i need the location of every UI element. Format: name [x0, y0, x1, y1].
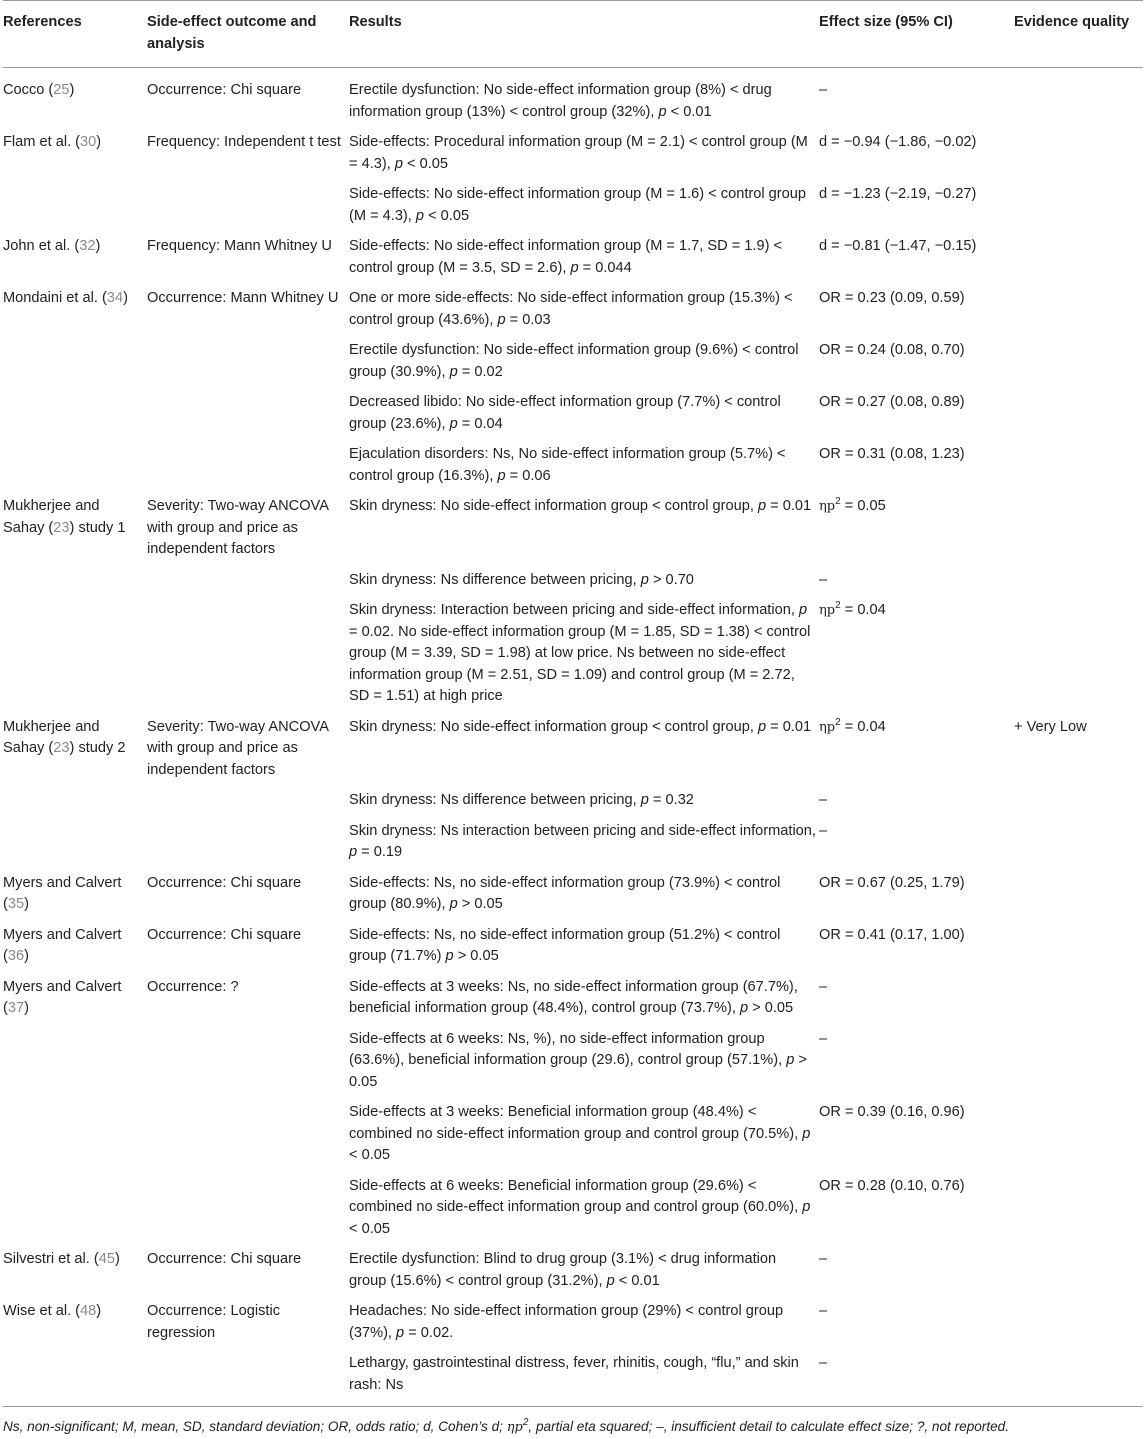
header-outcome: Side-effect outcome and analysis [147, 14, 317, 52]
result-value: = 0.02 [457, 363, 503, 380]
eta-symbol: ηp [819, 603, 836, 618]
reference-number: 48 [80, 1303, 97, 1319]
result-value: = 0.03 [505, 311, 551, 328]
cell-reference [3, 596, 147, 713]
cell-outcome [147, 180, 349, 232]
cell-reference [3, 869, 147, 921]
cell-evidence-quality [1014, 336, 1143, 388]
cell-result [349, 973, 819, 1025]
reference-tail: ) [96, 1303, 102, 1319]
cell-result [349, 566, 819, 597]
result-value: = 0.01 [766, 498, 812, 514]
cell-evidence-quality [1014, 232, 1143, 284]
reference-name: Wise et al. ( [3, 1303, 81, 1319]
cell-outcome: Severity: Two-way ANCOVA with group and price as independent factors [147, 718, 329, 778]
cell-reference [3, 388, 147, 440]
cell-effect-size [819, 713, 1014, 787]
cell-evidence-quality [1014, 388, 1143, 440]
cell-result [349, 713, 819, 787]
p-symbol: p [570, 259, 579, 276]
cell-evidence-quality [1014, 973, 1143, 1025]
table-row [3, 817, 1143, 869]
cell-result [349, 492, 819, 566]
result-text: Skin dryness: Interaction between pricing and side-effect information, [349, 602, 799, 618]
result-value: > 0.05 [349, 1052, 807, 1090]
cell-outcome: Occurrence: Chi square [147, 1251, 302, 1267]
result-value: < 0.01 [666, 103, 712, 120]
result-text: One or more side-effects: No side-effect information group (15.3%) < control group (43.6%), [349, 290, 793, 328]
cell-evidence-quality [1014, 1245, 1143, 1297]
cell-reference [3, 1025, 147, 1099]
table-row [3, 1349, 1143, 1407]
p-symbol: p [497, 467, 506, 484]
result-value: < 0.05 [402, 155, 449, 172]
cell-evidence-quality [1014, 817, 1143, 869]
cell-effect-size: – [819, 1355, 828, 1371]
cell-result [349, 180, 819, 232]
result-text: Erectile dysfunction: Blind to drug group (3.1%) < drug information group (15.6%) < control group (31.2%), [349, 1251, 777, 1289]
result-text: Lethargy, gastrointestinal distress, fever, rhinitis, cough, “flu,” and skin rash: Ns [349, 1355, 799, 1393]
cell-outcome [147, 388, 349, 440]
table-row [3, 921, 1143, 973]
reference-number: 34 [106, 290, 124, 306]
p-symbol: p [757, 718, 767, 735]
p-symbol: p [449, 896, 458, 912]
footnote-post: , partial eta squared; –, insufficient detail to calculate effect size; ?, not reported. [528, 1419, 1010, 1434]
result-text: Ejaculation disorders: Ns, No side-effect information group (5.7%) < control group (16.3%), [349, 446, 786, 484]
table-row [3, 713, 1143, 787]
cell-effect-size: d = −0.81 (−1.47, −0.15) [819, 238, 977, 254]
p-symbol: p [606, 1272, 615, 1289]
table-row [3, 388, 1143, 440]
cell-effect-size: d = −1.23 (−2.19, −0.27) [819, 186, 977, 202]
p-symbol: p [786, 1052, 795, 1068]
reference-name: Flam et al. ( [3, 134, 81, 150]
cell-effect-size: OR = 0.24 (0.08, 0.70) [819, 342, 965, 358]
reference-number: 23 [53, 519, 70, 536]
reference-tail: ) study 2 [69, 740, 126, 756]
cell-result [349, 284, 819, 336]
cell-outcome: Occurrence: Chi square [147, 82, 302, 98]
p-symbol: p [757, 498, 767, 514]
table-row [3, 869, 1143, 921]
cell-reference [3, 786, 147, 817]
result-value: > 0.05 [453, 948, 499, 964]
result-text: Side-effects: Ns, no side-effect information group (73.9%) < control group (80.9%), [349, 874, 781, 912]
result-value: = 0.19 [357, 844, 403, 860]
cell-effect-size: – [819, 792, 828, 808]
header-results: Results [349, 14, 402, 30]
cell-effect-size: OR = 0.23 (0.09, 0.59) [819, 290, 965, 306]
cell-outcome [147, 566, 349, 597]
p-symbol: p [394, 155, 403, 172]
cell-result [349, 128, 819, 180]
reference-number: 30 [80, 134, 97, 150]
result-text: Side-effects at 6 weeks: Ns, %), no side-effect information group (63.6%), beneficial information group (29.6), control group (57.1%), [349, 1030, 787, 1068]
cell-reference [3, 1297, 147, 1349]
cell-result [349, 1297, 819, 1349]
cell-reference [3, 128, 147, 180]
footnote-sup: 2 [522, 1417, 529, 1428]
reference-name: Mukherjee and Sahay ( [3, 498, 100, 536]
result-value: > 0.05 [457, 896, 503, 912]
cell-outcome [147, 1025, 349, 1099]
table-row [3, 232, 1143, 284]
header-row [3, 1, 1143, 68]
cell-evidence-quality [1014, 921, 1143, 973]
header-effect-size: Effect size (95% CI) [819, 14, 953, 30]
cell-reference [3, 68, 147, 129]
cell-outcome: Occurrence: Chi square [147, 926, 302, 943]
cell-effect-size: OR = 0.31 (0.08, 1.23) [819, 446, 965, 462]
result-text: Skin dryness: No side-effect information group < control group, [349, 718, 758, 735]
p-symbol: p [449, 363, 458, 380]
cell-effect-size: – [819, 1030, 828, 1047]
cell-reference [3, 284, 147, 336]
result-text: Side-effects: No side-effect information group (M = 1.7, SD = 1.9) < control group (M = 3.5, SD = 2.6), [349, 238, 783, 276]
result-text: Skin dryness: Ns difference between pricing, [349, 571, 641, 588]
cell-evidence-quality [1014, 1098, 1143, 1172]
footnote-eta: ηp [506, 1420, 523, 1435]
cell-result [349, 1349, 819, 1407]
reference-number: 25 [53, 82, 70, 98]
effect-value: = 0.04 [840, 718, 886, 735]
result-text: Side-effects: Procedural information group (M = 2.1) < control group (M = 4.3), [349, 134, 808, 172]
header-evidence-quality: Evidence quality [1014, 14, 1130, 30]
cell-outcome [147, 1172, 349, 1246]
table-row [3, 566, 1143, 597]
eta-superscript: 2 [835, 716, 841, 728]
result-text: Erectile dysfunction: No side-effect information group (8%) < drug information group (13%) < control group (32%), [349, 82, 772, 120]
result-value: = 0.06 [505, 467, 551, 484]
result-text: Skin dryness: No side-effect information group < control group, [349, 498, 758, 514]
cell-outcome: Frequency: Independent t test [147, 134, 341, 150]
evidence-table [3, 0, 1143, 1407]
result-value: > 0.05 [748, 1000, 794, 1016]
eta-superscript: 2 [835, 600, 841, 611]
reference-name: Mukherjee and Sahay ( [3, 718, 100, 756]
p-symbol: p [640, 571, 649, 588]
cell-outcome [147, 336, 349, 388]
table-footnote [3, 1407, 1142, 1439]
cell-effect-size: OR = 0.67 (0.25, 1.79) [819, 874, 965, 891]
result-text: Side-effects: Ns, no side-effect information group (51.2%) < control group (71.7%) [349, 926, 781, 964]
p-symbol: p [802, 1125, 811, 1142]
reference-tail: ) study 1 [69, 519, 126, 536]
cell-result [349, 786, 819, 817]
cell-result [349, 1172, 819, 1246]
table-row [3, 1245, 1143, 1297]
reference-tail: ) [24, 948, 29, 964]
cell-result [349, 1098, 819, 1172]
result-text: Side-effects at 3 weeks: Ns, no side-effect information group (67.7%), beneficial information group (48.4%), control group (73.7%), [349, 978, 798, 1016]
table-row [3, 1098, 1143, 1172]
cell-outcome: Severity: Two-way ANCOVA with group and price as independent factors [147, 498, 329, 557]
table-row [3, 68, 1143, 129]
p-symbol: p [415, 207, 425, 224]
result-text: Erectile dysfunction: No side-effect information group (9.6%) < control group (30.9%), [349, 342, 799, 380]
cell-outcome: Occurrence: Logistic regression [147, 1303, 281, 1341]
result-value: = 0.01 [766, 718, 812, 735]
cell-outcome [147, 1098, 349, 1172]
cell-evidence-quality: + Very Low [1014, 718, 1087, 735]
cell-evidence-quality [1014, 128, 1143, 180]
cell-result [349, 1025, 819, 1099]
reference-tail: ) [96, 134, 102, 150]
p-symbol: p [658, 103, 667, 120]
cell-evidence-quality [1014, 284, 1143, 336]
table-row [3, 1025, 1143, 1099]
reference-tail: ) [24, 896, 29, 912]
cell-outcome [147, 1349, 349, 1407]
table-body [3, 68, 1143, 1407]
cell-evidence-quality [1014, 786, 1143, 817]
table-row [3, 1297, 1143, 1349]
p-symbol: p [396, 1324, 405, 1341]
cell-outcome [147, 817, 349, 869]
cell-evidence-quality [1014, 1297, 1143, 1349]
result-value: > 0.70 [648, 571, 694, 588]
cell-evidence-quality [1014, 1172, 1143, 1246]
p-symbol: p [349, 844, 358, 860]
reference-name: Myers and Calvert ( [3, 874, 122, 912]
table-row [3, 180, 1143, 232]
result-text: Decreased libido: No side-effect information group (7.7%) < control group (23.6%), [349, 394, 781, 432]
result-value: < 0.05 [424, 207, 470, 224]
reference-number: 32 [79, 238, 96, 254]
cell-result [349, 336, 819, 388]
cell-result [349, 388, 819, 440]
cell-reference [3, 440, 147, 492]
table-row [3, 596, 1143, 713]
result-value: < 0.01 [614, 1272, 660, 1289]
cell-reference [3, 713, 147, 787]
reference-name: John et al. ( [3, 238, 80, 254]
cell-effect-size: OR = 0.41 (0.17, 1.00) [819, 926, 965, 943]
cell-evidence-quality [1014, 596, 1143, 713]
p-symbol: p [449, 415, 458, 432]
eta-superscript: 2 [835, 496, 841, 507]
cell-result [349, 68, 819, 129]
p-symbol: p [497, 311, 506, 328]
cell-effect-size: – [819, 1303, 828, 1319]
p-symbol: p [640, 792, 649, 808]
table-row [3, 440, 1143, 492]
table-row [3, 492, 1143, 566]
cell-reference [3, 921, 147, 973]
cell-result [349, 869, 819, 921]
reference-number: 23 [53, 740, 70, 756]
cell-effect-size: OR = 0.39 (0.16, 0.96) [819, 1104, 965, 1120]
result-text: Side-effects at 6 weeks: Beneficial information group (29.6%) < combined no side-effect information group and control group (60.0%), [349, 1177, 803, 1215]
p-symbol: p [445, 948, 454, 964]
table-row [3, 336, 1143, 388]
cell-evidence-quality [1014, 492, 1143, 566]
cell-evidence-quality [1014, 1349, 1143, 1407]
cell-outcome [147, 440, 349, 492]
table-row [3, 284, 1143, 336]
result-value: = 0.02. [404, 1324, 454, 1341]
result-value: = 0.02. No side-effect information group (M = 1.85, SD = 1.38) < control group (M = 3.39, SD = 1.98) at low price. Ns between no side-effect information group (M = 2.51, SD = 1.09) and control group (M = 2.72, SD = 1.51) at high price [349, 623, 811, 704]
reference-tail: ) [69, 82, 75, 98]
cell-reference [3, 566, 147, 597]
cell-reference [3, 973, 147, 1025]
result-text: Skin dryness: Ns interaction between pricing and side-effect information, [349, 822, 816, 839]
cell-evidence-quality [1014, 566, 1143, 597]
reference-name: Myers and Calvert ( [3, 978, 122, 1016]
reference-number: 35 [7, 896, 25, 912]
cell-reference [3, 817, 147, 869]
cell-effect-size [819, 492, 1014, 566]
cell-effect-size: – [819, 822, 828, 839]
effect-value: = 0.04 [840, 602, 886, 618]
cell-outcome [147, 596, 349, 713]
cell-outcome: Frequency: Mann Whitney U [147, 238, 332, 254]
table-row [3, 1172, 1143, 1246]
table-row [3, 786, 1143, 817]
reference-name: Cocco ( [3, 82, 54, 98]
cell-result [349, 921, 819, 973]
cell-effect-size: OR = 0.28 (0.10, 0.76) [819, 1177, 965, 1194]
cell-result [349, 817, 819, 869]
result-value: = 0.04 [457, 415, 503, 432]
result-value: < 0.05 [349, 1220, 390, 1237]
result-text: Side-effects: No side-effect information group (M = 1.6) < control group (M = 4.3), [349, 186, 806, 224]
cell-reference [3, 180, 147, 232]
result-text: Skin dryness: Ns difference between pricing, [349, 792, 641, 808]
cell-reference [3, 336, 147, 388]
cell-effect-size: – [819, 571, 828, 588]
cell-evidence-quality [1014, 869, 1143, 921]
p-symbol: p [802, 1199, 811, 1215]
cell-reference [3, 1349, 147, 1407]
cell-result [349, 232, 819, 284]
reference-tail: ) [24, 1000, 29, 1016]
cell-reference [3, 1245, 147, 1297]
result-text: Headaches: No side-effect information group (29%) < control group (37%), [349, 1303, 784, 1341]
reference-name: Myers and Calvert ( [3, 926, 122, 964]
cell-evidence-quality [1014, 440, 1143, 492]
eta-symbol: ηp [819, 499, 836, 514]
cell-evidence-quality [1014, 68, 1143, 129]
reference-number: 37 [7, 1000, 25, 1016]
result-value: = 0.044 [578, 259, 632, 276]
reference-number: 45 [98, 1251, 115, 1267]
footnote-pre: Ns, non-significant; M, mean, SD, standard deviation; OR, odds ratio; d, Cohen’s d; [3, 1419, 507, 1434]
effect-value: = 0.05 [840, 498, 886, 514]
cell-reference [3, 1172, 147, 1246]
reference-name: Silvestri et al. ( [3, 1251, 99, 1267]
cell-reference [3, 232, 147, 284]
cell-outcome: Occurrence: Mann Whitney U [147, 290, 339, 306]
cell-result [349, 596, 819, 713]
reference-tail: ) [114, 1251, 120, 1267]
p-symbol: p [798, 602, 808, 618]
cell-outcome: Occurrence: ? [147, 978, 239, 995]
reference-tail: ) [123, 290, 128, 306]
cell-effect-size: – [819, 82, 828, 98]
reference-tail: ) [95, 238, 101, 254]
cell-result [349, 1245, 819, 1297]
result-text: Side-effects at 3 weeks: Beneficial information group (48.4%) < combined no side-effect information group and control group (70.5%), [349, 1104, 803, 1142]
cell-reference [3, 1098, 147, 1172]
reference-number: 36 [7, 948, 25, 964]
cell-effect-size: – [819, 1251, 828, 1267]
cell-reference [3, 492, 147, 566]
cell-outcome [147, 786, 349, 817]
cell-effect-size: d = −0.94 (−1.86, −0.02) [819, 134, 977, 150]
header-references: References [3, 14, 82, 30]
cell-effect-size [819, 596, 1014, 713]
table-row [3, 128, 1143, 180]
cell-outcome: Occurrence: Chi square [147, 874, 302, 891]
table-row [3, 973, 1143, 1025]
cell-effect-size: OR = 0.27 (0.08, 0.89) [819, 394, 965, 410]
result-value: < 0.05 [349, 1147, 390, 1163]
p-symbol: p [740, 1000, 749, 1016]
table-header [3, 1, 1143, 68]
cell-result [349, 440, 819, 492]
reference-name: Mondaini et al. ( [3, 290, 107, 306]
cell-effect-size: – [819, 978, 828, 995]
result-value: = 0.32 [648, 792, 694, 808]
cell-evidence-quality [1014, 1025, 1143, 1099]
cell-evidence-quality [1014, 180, 1143, 232]
eta-symbol: ηp [819, 719, 836, 735]
